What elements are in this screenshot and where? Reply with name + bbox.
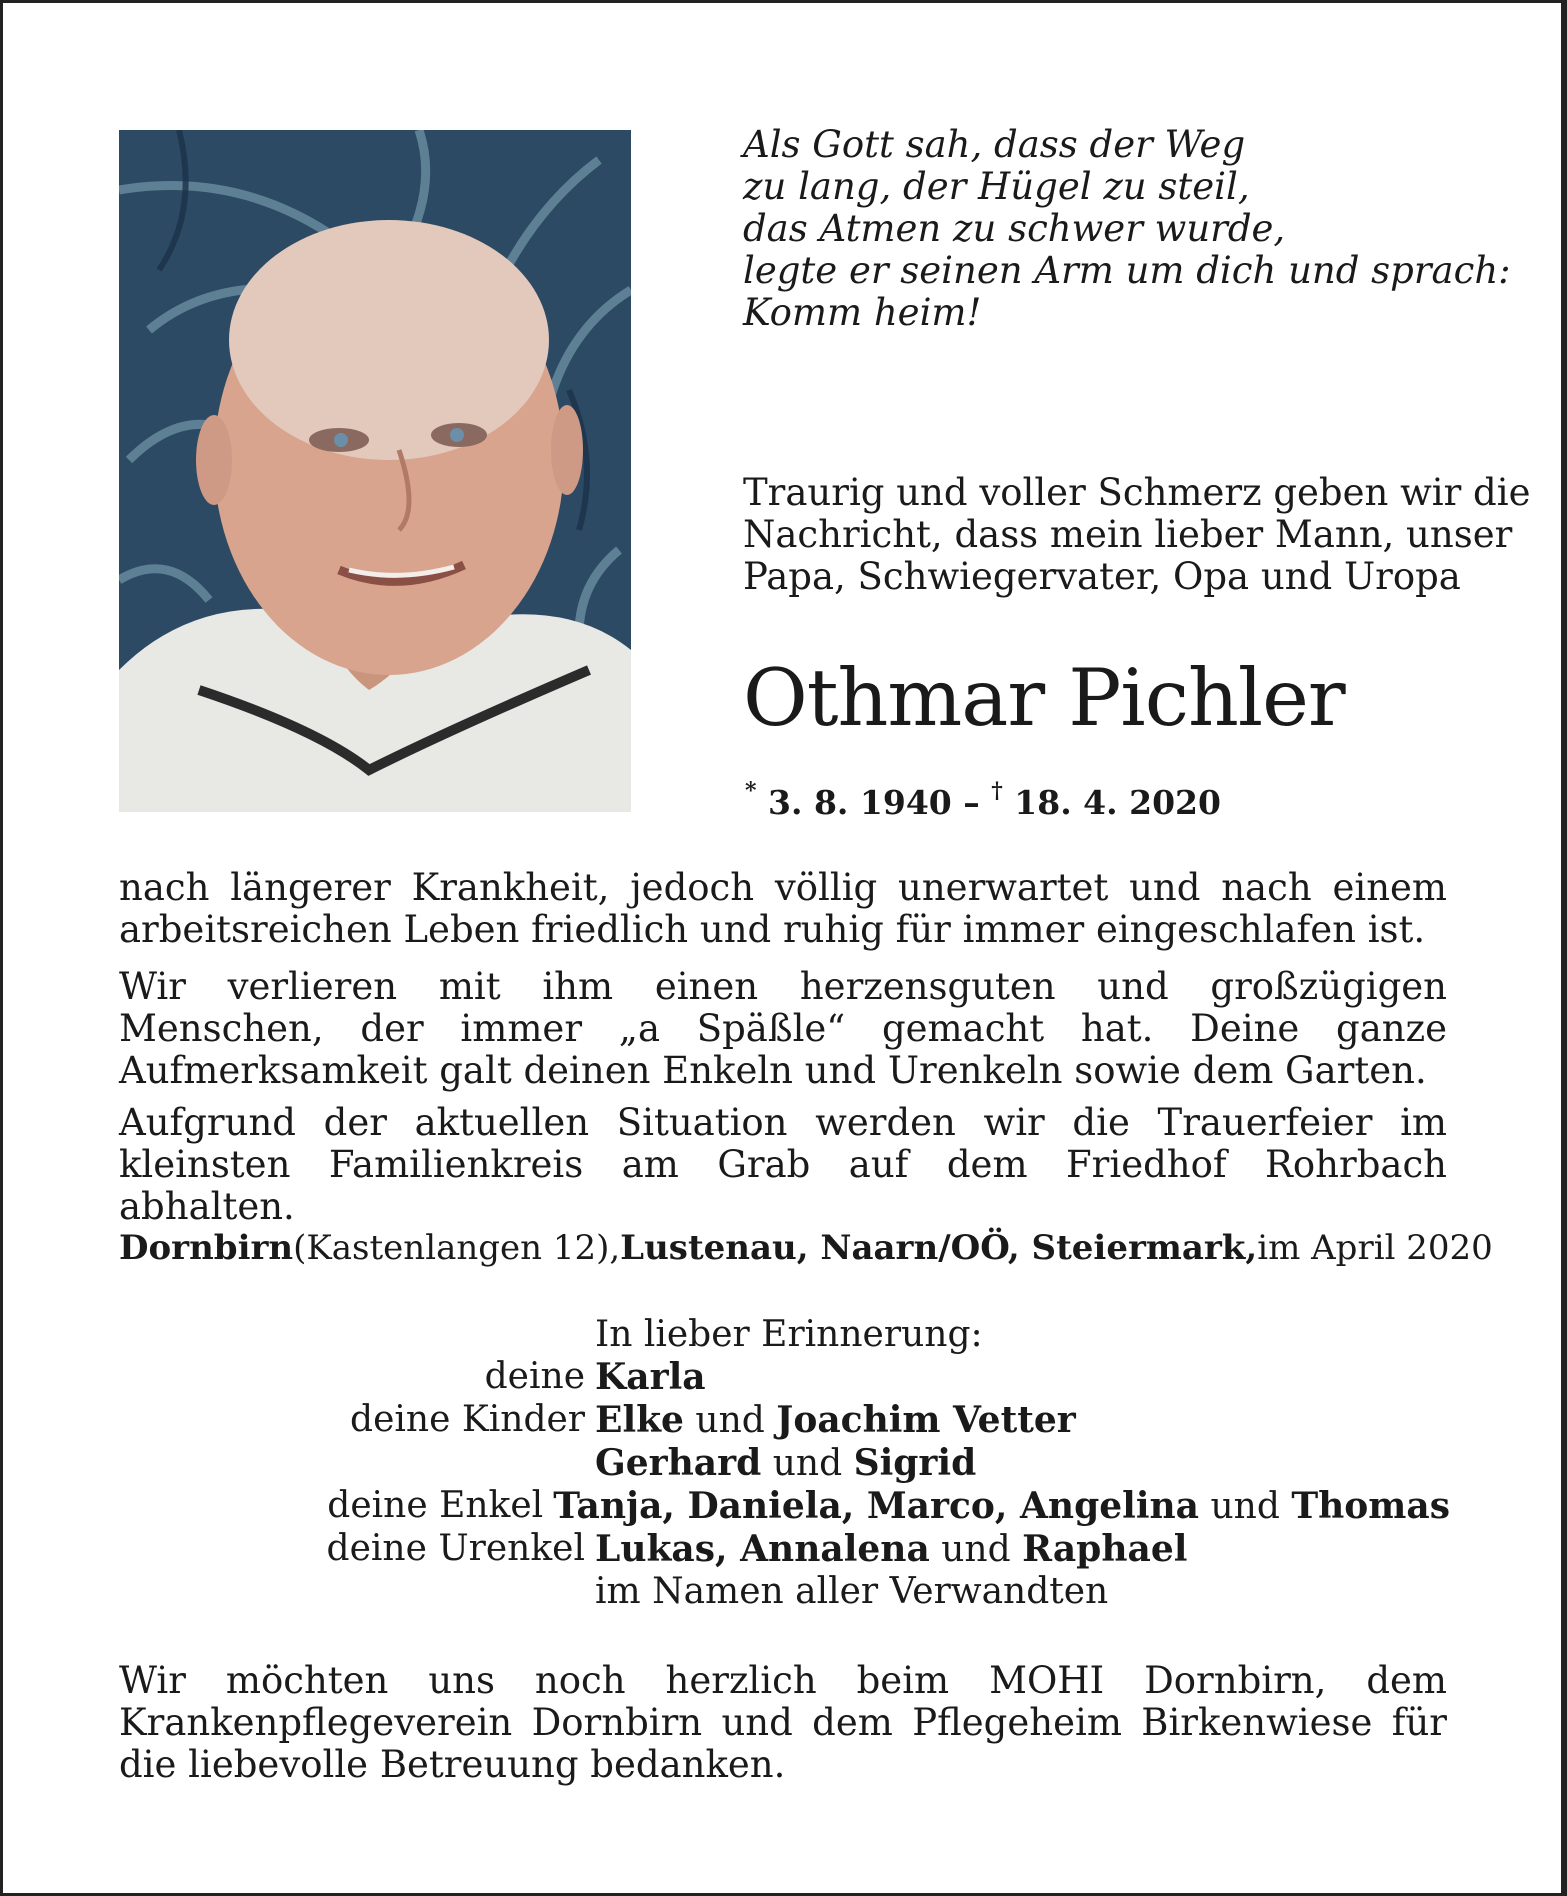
- family-list: [300, 1314, 1450, 1613]
- family-row: [300, 1356, 1450, 1399]
- body-paragraph-1: nach längerer Krankheit, jedoch völlig unerwartet und nach einem arbeitsreichen Leben friedlich und ruhig für immer eingeschlafen ist.: [119, 866, 1447, 951]
- death-symbol: †: [991, 778, 1003, 804]
- family-heading: In lieber Erinnerung:: [595, 1314, 983, 1355]
- poem-line: zu lang, der Hügel zu steil,: [743, 165, 1250, 208]
- thanks-paragraph: Wir möchten uns noch herzlich beim MOHI Dornbirn, dem Krankenpflegeverein Dornbirn und dem Pflegeheim Birkenwiese für die liebevolle Betreuung bedanken.: [119, 1659, 1447, 1786]
- family-member-name: Joachim Vetter: [776, 1399, 1076, 1441]
- family-relation-label: deine Urenkel: [326, 1528, 585, 1569]
- date-separator: –: [963, 783, 980, 822]
- family-member-name: Karla: [595, 1356, 706, 1398]
- family-member-name: Elke: [595, 1399, 684, 1441]
- body-paragraph-2: Wir verlieren mit ihm einen herzensguten und großzügigen Menschen, der immer „a Späßle“ gemacht hat. Deine ganze Aufmerksamkeit galt deinen Enkeln und Urenkeln sowie dem Garten.: [119, 965, 1447, 1092]
- place-address: (Kastenlangen 12),: [293, 1228, 621, 1268]
- announcement-intro: [743, 471, 1531, 598]
- family-members: [595, 1399, 1450, 1442]
- family-relation-label: deine Kinder: [350, 1399, 585, 1440]
- family-relation-label: deine Enkel: [327, 1485, 544, 1526]
- portrait-photo: [119, 130, 631, 812]
- intro-line: Nachricht, dass mein lieber Mann, unser: [743, 513, 1513, 556]
- places-line: [119, 1226, 1493, 1270]
- family-member-name: Raphael: [1022, 1528, 1188, 1570]
- poem-line: das Atmen zu schwer wurde,: [743, 207, 1286, 250]
- family-member-name: Lukas, Annalena: [595, 1528, 930, 1570]
- family-row: [300, 1571, 1450, 1613]
- family-members: [553, 1485, 1450, 1528]
- poem-line: Als Gott sah, dass der Weg: [743, 123, 1246, 166]
- family-heading-row: [300, 1314, 1450, 1356]
- family-relation-label: [300, 1571, 595, 1613]
- birth-symbol: *: [745, 778, 757, 804]
- deceased-name: Othmar Pichler: [743, 652, 1345, 744]
- place-city: Dornbirn: [119, 1228, 294, 1268]
- family-connector: und: [761, 1443, 854, 1484]
- life-dates: [745, 773, 1221, 825]
- family-members: [595, 1571, 1450, 1613]
- family-connector: im Namen aller Verwandten: [595, 1571, 1109, 1612]
- family-relation-label: deine: [484, 1356, 585, 1397]
- family-members: [595, 1528, 1450, 1571]
- intro-line: Papa, Schwiegervater, Opa und Uropa: [743, 555, 1461, 598]
- poem-line: Komm heim!: [743, 291, 982, 334]
- family-member-name: Gerhard: [595, 1442, 762, 1484]
- birth-date: 3. 8. 1940: [768, 783, 952, 822]
- body-paragraph-3: Aufgrund der aktuellen Situation werden wir die Trauerfeier im kleinsten Familienkreis am Grab auf dem Friedhof Rohrbach abhalten.: [119, 1101, 1447, 1228]
- family-connector: und: [683, 1400, 777, 1441]
- family-connector: und: [1199, 1486, 1292, 1527]
- family-row: [300, 1528, 1450, 1571]
- family-relation-label: [300, 1442, 595, 1485]
- family-members: [595, 1442, 1450, 1485]
- family-member-name: Thomas: [1291, 1485, 1450, 1527]
- place-others: Lustenau, Naarn/OÖ, Steiermark,: [620, 1228, 1258, 1268]
- poem-verse: [743, 123, 1511, 334]
- family-row: [300, 1442, 1450, 1485]
- family-member-name: Tanja, Daniela, Marco, Angelina: [553, 1485, 1200, 1527]
- family-row: [300, 1485, 1450, 1528]
- intro-line: Traurig und voller Schmerz geben wir die: [743, 471, 1531, 514]
- poem-line: legte er seinen Arm um dich und sprach:: [743, 249, 1511, 292]
- family-members: [595, 1356, 1450, 1399]
- family-row: [300, 1399, 1450, 1442]
- family-member-name: Sigrid: [853, 1442, 977, 1484]
- place-date: im April 2020: [1257, 1228, 1493, 1268]
- death-date: 18. 4. 2020: [1014, 783, 1221, 822]
- family-connector: und: [929, 1529, 1023, 1570]
